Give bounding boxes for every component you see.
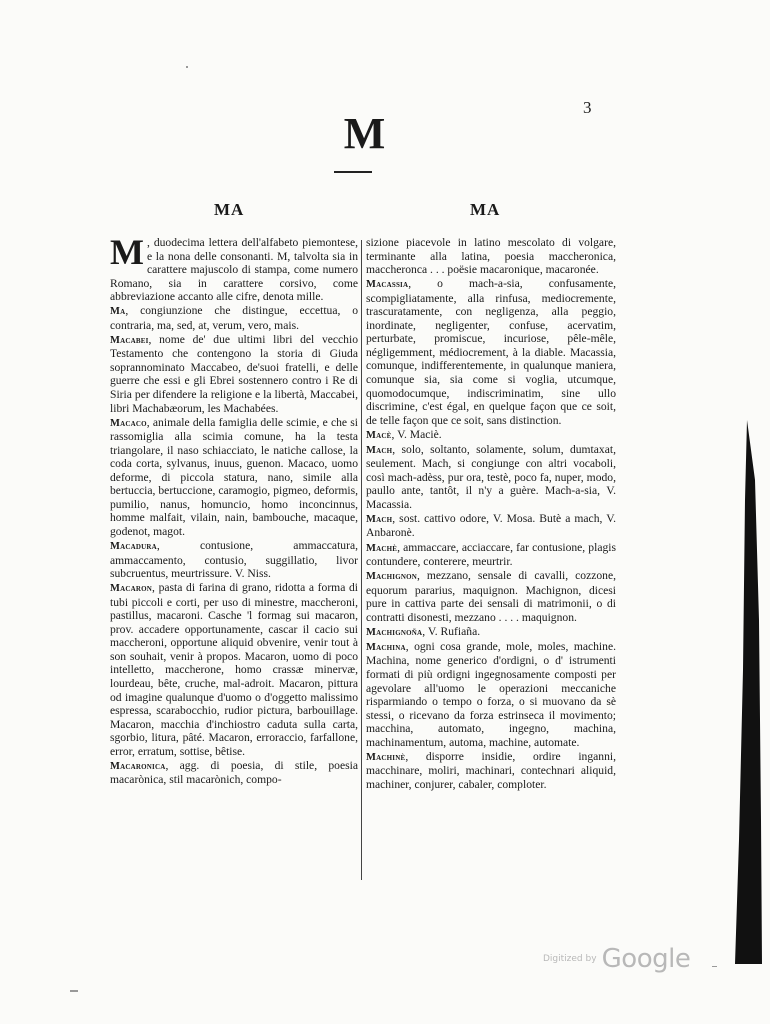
page-number: 3: [583, 98, 592, 117]
title-divider: [334, 171, 372, 173]
entry-headword: Macaronica: [110, 760, 166, 772]
entry-headword: Macaco: [110, 417, 147, 429]
scan-speck: [186, 66, 188, 68]
entry-headword: Macadura: [110, 541, 157, 553]
drop-cap: M: [110, 232, 144, 272]
entry-headword: Machinè: [366, 751, 406, 763]
entry-headword: Mach: [366, 513, 393, 525]
entry-text: , V. Rufiaña.: [422, 624, 481, 638]
dictionary-entry: [110, 304, 358, 332]
entry-headword: Macabei: [110, 334, 149, 346]
entry-text: , solo, soltanto, solamente, solum, dumtaxat, seulement. Mach, si congiunge con altri vocaboli, così mach-adèss, pur ora, testè, poco fa, nuper, modo, paullo ante, tantôt, il n'y a guère. Mach-a-sia, V. Macassia.: [366, 442, 616, 511]
entry-text: sizione piacevole in latino mescolato di volgare, terminante alla latina, poesia maccheronica, maccheronca . . . poësie macaronique, macaronée.: [366, 236, 616, 277]
entry-text: , nome de' due ultimi libri del vecchio Testamento che contengono la storia di Giuda soprannominato Maccabeo, de'suoi fratelli, e delle guerre che essi e gli Ebrei sostennero contro i Re di Siria per difendere la religione e la libertà, Maccabei, libri Machabæorum, les Machabées.: [110, 332, 358, 415]
entry-headword: Machina: [366, 641, 406, 653]
dictionary-entry: [366, 443, 616, 512]
dictionary-entry: [366, 625, 616, 640]
dictionary-entry: [110, 232, 358, 304]
dictionary-entry: [366, 277, 616, 427]
dictionary-entry: [366, 750, 616, 792]
entry-text: , o mach-a-sia, confusamente, scompigliatamente, alla rinfusa, mediocremente, trascuratamente, con negligenza, alla peggio, inordinate, negligenter, confuse, acervatim, perturbate, promiscue, incuriose, pêle-mêle, négligemment, médiocrement, à la diable. Macassia, comunque, indifferentemente, in qualunque maniera, comunque sia, sia come si voglia, utcumque, quomodocumque, indiscriminatim, sine ullo discrimine, c'est égal, en quelque façon que ce soit, de telle façon que ce soit, sans distinction.: [366, 277, 616, 427]
entry-headword: Macaron: [110, 583, 153, 595]
google-watermark: [543, 944, 690, 974]
right-column-header: MA: [470, 200, 501, 219]
dictionary-entry: [366, 569, 616, 624]
dictionary-entry: [366, 541, 616, 569]
entry-text: , pasta di farina di grano, ridotta a forma di tubi piccoli e corti, per uso di minestre, maccheroni, pastillus, macaroni. Casche 'l formag sui macaron, prov. accadere opportunamente, cascar il cacio sui maccheroni, opportune aliquid obvenire, venir tout à son souhait, venir à propos. Macaron, uomo di poco intelletto, maccherone, homo crassæ minervæ, lourdeau, bête, cruche, mal-adroit. Macaron, pittura od imagine qualunque d'uomo o d'oggetto malissimo espressa, scarabocchio, rudior pictura, barbouillage. Macaron, macchia d'inchiostro caduta sulla carta, sgorbio, litura, pâté. Macaron, erroraccio, farfallone, error, erratum, sottise, bêtise.: [110, 581, 358, 758]
scan-speck: [712, 966, 717, 967]
entry-text: , duodecima lettera dell'alfabeto piemontese, e la nona delle consonanti. M, talvolta sia in carattere majuscolo di stampa, come numero Romano, sia in carattere corsivo, come abbreviazione accanto alle cifre, denota mille.: [110, 236, 358, 304]
dictionary-entry: [110, 416, 358, 539]
entry-headword: Macè: [366, 429, 392, 441]
dictionary-entry: [110, 539, 358, 581]
scan-speck: [70, 990, 78, 992]
column-divider: [361, 240, 362, 880]
entry-text: , congiunzione che distingue, eccettua, o contraria, ma, sed, at, verum, vero, mais.: [110, 304, 358, 332]
entry-text: , ogni cosa grande, mole, moles, machine. Machina, nome generico d'ordigni, o d' istrumenti formati di più ordigni ingegnosamente composti per agevolare all'uomo le operazioni meccaniche risparmiando o tempo o forza, o si muovano da sè stessi, o ricevano da forza estrinseca il movimento; macchina, automato, ingegno, machina, machinamentum, automa, machine, automate.: [366, 639, 616, 749]
entry-headword: Machè: [366, 542, 398, 554]
dictionary-entry: [110, 759, 358, 787]
page-edge-shadow: [733, 420, 763, 964]
dictionary-entry: [366, 512, 616, 540]
entry-text: , V. Maciè.: [391, 427, 442, 441]
entry-text: , sost. cattivo odore, V. Mosa. Butè a mach, V. Anbaronè.: [366, 511, 616, 540]
dictionary-entry: [110, 581, 358, 758]
entry-text: , ammaccare, acciaccare, far contusione, plagis contundere, conterere, meurtrir.: [366, 540, 616, 569]
entry-headword: Machignoña: [366, 626, 423, 638]
dictionary-entry: [366, 428, 616, 443]
entry-headword: Mach: [366, 444, 393, 456]
right-column: [366, 236, 616, 792]
dictionary-entry: [110, 333, 358, 415]
digitized-by-label: Digitized by: [543, 954, 597, 964]
entry-text: , animale della famiglia delle scimie, e che si rassomiglia alla scimia comune, ha la testa triangolare, il naso schiacciato, le natiche callose, la coda corta, sylvanus, inuus, guenon. Macaco, uomo deforme, di piccola statura, nano, simile alla bertuccia, bertuccione, caramogio, pigmeo, deformis, pumilio, nanus, homuncio, homo inconcinnus, homme malfait, vilain, nain, bambouche, macaque, godenot, magot.: [110, 415, 358, 538]
entry-headword: Ma: [110, 306, 126, 318]
entry-text: , agg. di poesia, di stile, poesia macarònica, stil macarònich, compo-: [110, 758, 358, 787]
entry-text: , disporre insidie, ordire inganni, macchinare, moliri, machinari, contechnari aliquid, machiner, conjurer, cabaler, comploter.: [366, 749, 616, 791]
left-column: [110, 232, 358, 787]
entry-headword: Macassia: [366, 279, 409, 291]
left-column-header: MA: [214, 200, 245, 219]
dictionary-entry: [366, 236, 616, 277]
google-logo: Google: [601, 944, 691, 974]
entry-headword: Machignon: [366, 571, 417, 583]
entry-text: , mezzano, sensale di cavalli, cozzone, equorum pararius, maquignon. Machignon, dicesi pure in cattiva parte dei sensali di matrimonii, o di contratti disonesti, mezzano . . . . maquignon.: [366, 569, 616, 624]
section-letter: M: [343, 109, 387, 158]
entry-text: , contusione, ammaccatura, ammaccamento, contusio, suggillatio, livor subcruentus, meurtrissure. V. Niss.: [110, 539, 358, 581]
dictionary-entry: [366, 640, 616, 749]
